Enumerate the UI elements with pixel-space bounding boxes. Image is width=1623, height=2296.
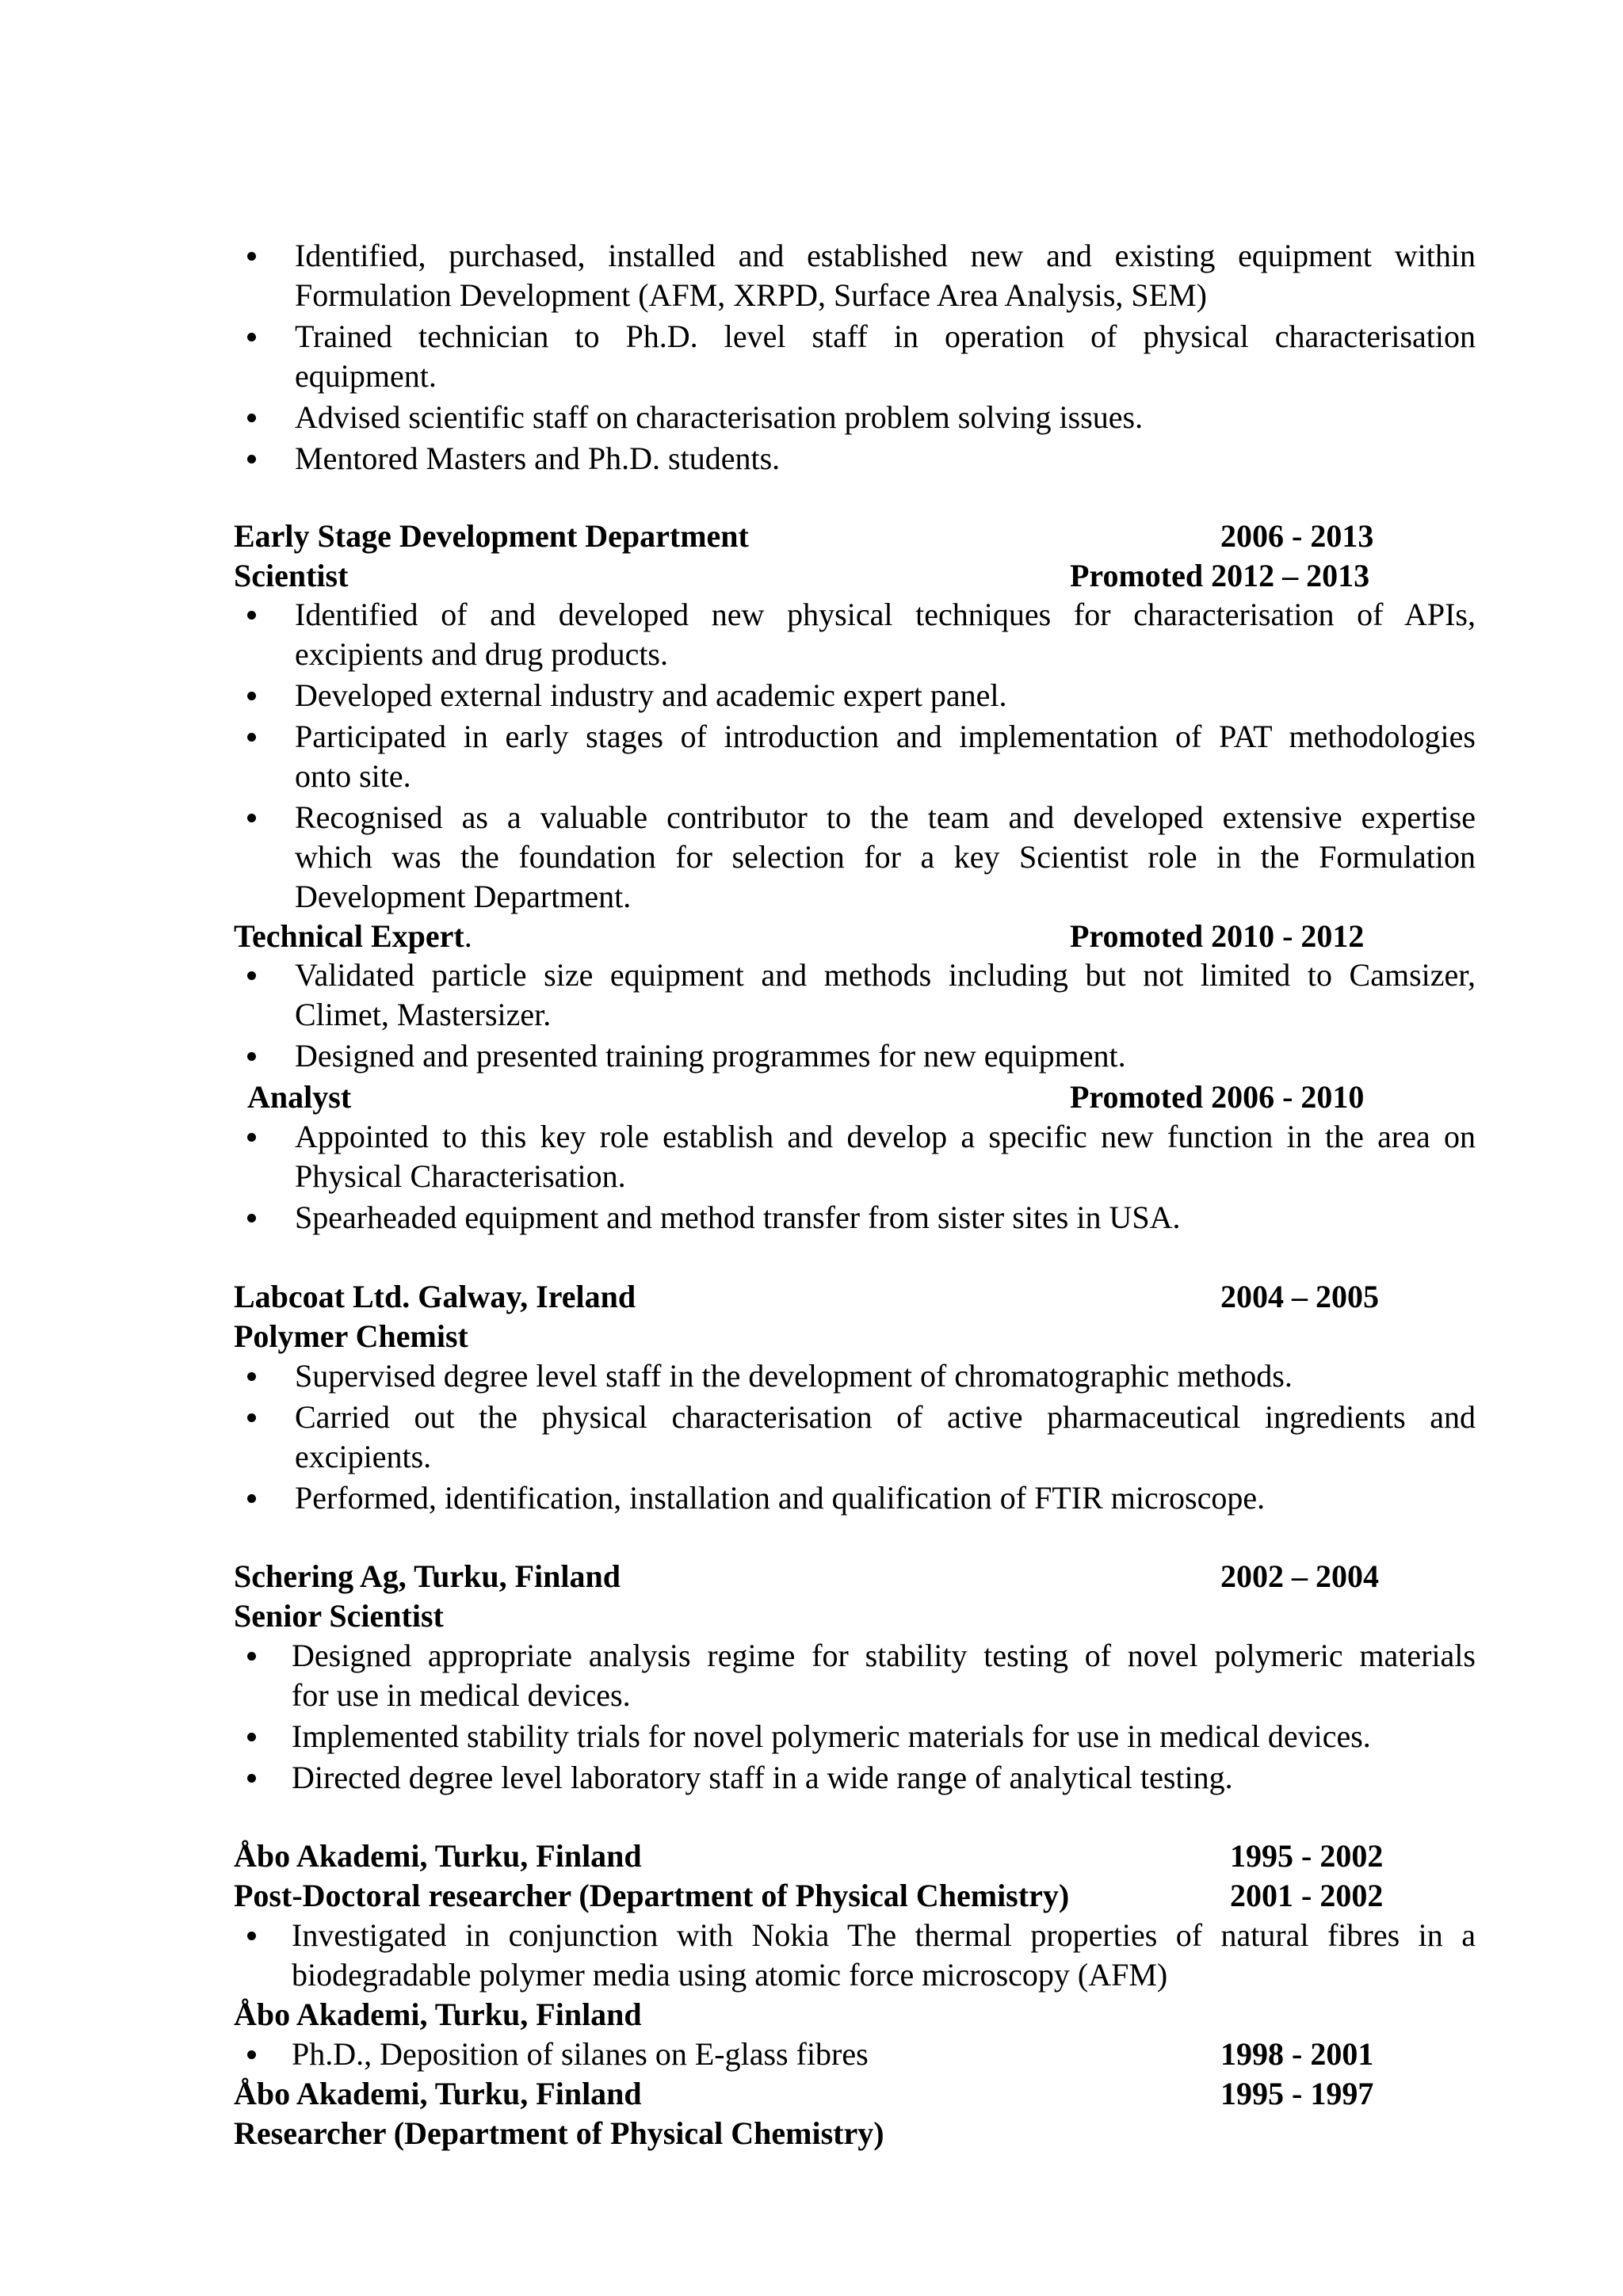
bullet-icon (247, 1413, 256, 1422)
bullet-text: Spearheaded equipment and method transfer from sister sites in USA. (295, 1199, 1181, 1235)
role-title: Scientist (234, 558, 349, 593)
bullet-icon (247, 971, 256, 980)
role-title: Senior Scientist (234, 1598, 444, 1634)
bullet-icon (247, 1494, 256, 1503)
bullet-text: biodegradable polymer media using atomic force microscopy (AFM) (292, 1957, 1168, 1993)
bullet-icon (247, 252, 256, 261)
role-title: Researcher (Department of Physical Chemistry) (234, 2115, 884, 2151)
bullet-text: Participated in early stages of introduction and implementation of PAT methodologies (295, 719, 1476, 754)
section-dates: 2004 – 2005 (1220, 1279, 1379, 1314)
bullet-text: Designed appropriate analysis regime for stability testing of novel polymeric materials (292, 1638, 1476, 1673)
bullet-text: Formulation Development (AFM, XRPD, Surface Area Analysis, SEM) (295, 277, 1207, 313)
bullet-icon (247, 1774, 256, 1783)
section-dates: 2002 – 2004 (1220, 1558, 1379, 1594)
bullet-icon (247, 414, 256, 422)
bullet-text: for use in medical devices. (292, 1677, 631, 1713)
section-heading: Åbo Akademi, Turku, Finland (234, 1997, 642, 2032)
bullet-text: Recognised as a valuable contributor to the team and developed extensive expertise (295, 799, 1476, 835)
section-heading: Åbo Akademi, Turku, Finland (234, 2076, 642, 2111)
role-dates: 2001 - 2002 (1230, 1878, 1384, 1913)
bullet-text: Developed external industry and academic expert panel. (295, 677, 1007, 713)
bullet-text: Ph.D., Deposition of silanes on E-glass fibres (292, 2036, 869, 2072)
bullet-dates: 1998 - 2001 (1220, 2036, 1374, 2072)
role-title: Analyst (247, 1079, 352, 1115)
bullet-text: Physical Characterisation. (295, 1158, 626, 1194)
section-dates: 2006 - 2013 (1220, 518, 1374, 554)
bullet-text: Trained technician to Ph.D. level staff in operation of physical characterisation (295, 318, 1476, 354)
bullet-icon (247, 1372, 256, 1381)
bullet-icon (247, 1733, 256, 1741)
role-promoted: Promoted 2010 - 2012 (1070, 918, 1365, 954)
section-heading: Early Stage Development Department (234, 518, 749, 554)
bullet-text: onto site. (295, 758, 411, 794)
bullet-text: Advised scientific staff on characterisation problem solving issues. (295, 399, 1144, 435)
bullet-text: Identified, purchased, installed and established new and existing equipment within (295, 238, 1476, 273)
bullet-icon (247, 455, 256, 463)
bullet-icon (247, 814, 256, 822)
section-heading: Åbo Akademi, Turku, Finland (234, 1838, 642, 1874)
bullet-text: Validated particle size equipment and methods including but not limited to Camsizer, (295, 957, 1476, 993)
bullet-text: excipients. (295, 1439, 432, 1474)
bullet-text: which was the foundation for selection for a key Scientist role in the Formulation (295, 839, 1476, 875)
section-dates: 1995 - 2002 (1230, 1838, 1384, 1874)
bullet-icon (247, 1052, 256, 1061)
bullet-text: Designed and presented training programmes for new equipment. (295, 1038, 1126, 1074)
bullet-text: Identified of and developed new physical techniques for characterisation of APIs, (295, 597, 1476, 632)
bullet-text: Development Department. (295, 879, 632, 914)
bullet-icon (247, 611, 256, 620)
bullet-text: Directed degree level laboratory staff in a wide range of analytical testing. (292, 1760, 1233, 1795)
role-title-text: Technical Expert (234, 918, 464, 954)
bullet-text: equipment. (295, 358, 437, 394)
bullet-icon (247, 1133, 256, 1142)
bullet-text: excipients and drug products. (295, 636, 668, 672)
bullet-text: Investigated in conjunction with Nokia The thermal properties of natural fibres in a (292, 1917, 1476, 1953)
bullet-icon (247, 1214, 256, 1222)
bullet-icon (247, 333, 256, 341)
section-heading: Labcoat Ltd. Galway, Ireland (234, 1279, 636, 1314)
bullet-text: Supervised degree level staff in the development of chromatographic methods. (295, 1358, 1293, 1394)
bullet-text: Climet, Mastersizer. (295, 997, 552, 1032)
bullet-text: Carried out the physical characterisation of active pharmaceutical ingredients and (295, 1399, 1476, 1435)
role-promoted: Promoted 2012 – 2013 (1070, 558, 1370, 593)
bullet-icon (247, 733, 256, 742)
bullet-text: Appointed to this key role establish and develop a specific new function in the area on (295, 1119, 1476, 1154)
bullet-text: Performed, identification, installation and qualification of FTIR microscope. (295, 1480, 1266, 1516)
bullet-text: Mentored Masters and Ph.D. students. (295, 441, 781, 476)
bullet-icon (247, 2050, 256, 2059)
role-title: Polymer Chemist (234, 1318, 468, 1354)
role-title: Post-Doctoral researcher (Department of Physical Chemistry) (234, 1878, 1070, 1913)
role-promoted: Promoted 2006 - 2010 (1070, 1079, 1365, 1115)
bullet-icon (247, 1652, 256, 1661)
bullet-icon (247, 1932, 256, 1940)
role-title-suffix: . (464, 918, 472, 954)
bullet-text: Implemented stability trials for novel polymeric materials for use in medical devices. (292, 1718, 1371, 1754)
section-heading: Schering Ag, Turku, Finland (234, 1558, 621, 1594)
bullet-icon (247, 692, 256, 700)
section-dates: 1995 - 1997 (1220, 2076, 1374, 2111)
role-title (234, 917, 472, 956)
